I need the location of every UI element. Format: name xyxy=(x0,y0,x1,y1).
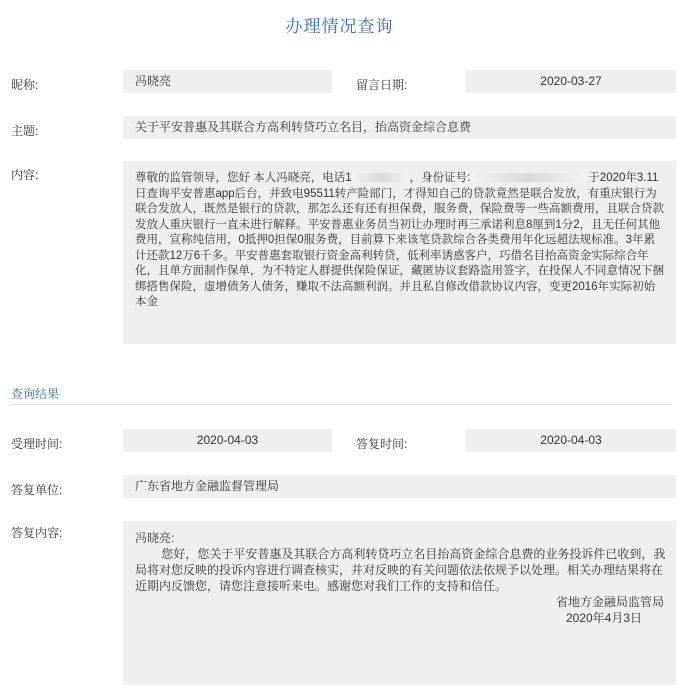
date-field: 2020-03-27 xyxy=(466,70,676,93)
content-text-part2: ，身份证号: xyxy=(409,172,471,184)
reply-sign-date: 2020年4月3日 xyxy=(565,611,642,625)
page-title: 办理情况查询 xyxy=(285,17,394,36)
reply-signature: 省地方金融局监管局 xyxy=(555,595,664,609)
accept-time-label: 受理时间: xyxy=(11,437,63,451)
nickname-label: 昵称: xyxy=(11,78,39,92)
result-section-title: 查询结果 xyxy=(11,387,60,401)
nickname-field: 冯晓亮 xyxy=(123,70,332,93)
reply-content-label: 答复内容: xyxy=(11,526,63,540)
subject-field: 关于平安普惠及其联合方高利转贷巧立名目，抬高资金综合息费 xyxy=(123,116,676,139)
content-text-part1: 尊敬的监管领导，您好 本人冯晓亮，电话1 xyxy=(135,172,352,184)
reply-time-field: 2020-04-03 xyxy=(466,429,676,452)
content-box xyxy=(123,161,676,344)
reply-unit-label: 答复单位: xyxy=(11,483,63,497)
content-text-part3: 于2020年3.11日查询平安普惠app后台，并致电95511转产险部门，才得知自己的贷款竟然是联合发放，有重庆银行为联合发放人，既然是银行的贷款，那怎么还有还有担保费，服务费，保险费等一些高额费用，且联合贷款发放人重庆银行一直未进行解释。平安普惠业务员当初让办理时再三承诺利息8厘到1分2，且无任何其他费用，宣称纯信用，0抵押0担保0服务费，目前算下来该笔贷款综合各类费用年化远超法规标准。3年累计还款12万6千多。平安普惠套取银行资金高利转贷，低利率诱惑客户，巧借名目抬高资金实际综合年化，且单方面制作保单，为不特定人群提供保险保证，藏匿协议套路盗用签字，在投保人不同意情况下捆绑搭售保险，虚增债务人债务，赚取不法高额利润。并且私自修改借款协议内容，变更2016年实际初始本金 xyxy=(135,172,664,308)
reply-greeting: 冯晓亮: xyxy=(135,531,175,545)
reply-unit-field: 广东省地方金融监督管理局 xyxy=(123,475,676,498)
accept-time-field: 2020-04-03 xyxy=(123,429,332,452)
reply-content-box xyxy=(123,521,676,685)
reply-body: 您好，您关于平安普惠及其联合方高利转贷巧立名目抬高资金综合息费的业务投诉件已收到，我局将对您反映的投诉内容进行调查核实，并对反映的有关问题依法依规予以处理。相关办理结果将在近期内反馈您，请您注意接听来电。感谢您对我们工作的支持和信任。 xyxy=(135,547,666,593)
redacted-phone xyxy=(352,173,410,182)
redacted-id-number xyxy=(470,173,588,182)
reply-time-label: 答复时间: xyxy=(356,437,408,451)
subject-label: 主题: xyxy=(11,124,39,138)
section-divider xyxy=(10,404,672,405)
date-label: 留言日期: xyxy=(356,78,408,92)
content-label: 内容: xyxy=(11,168,39,182)
